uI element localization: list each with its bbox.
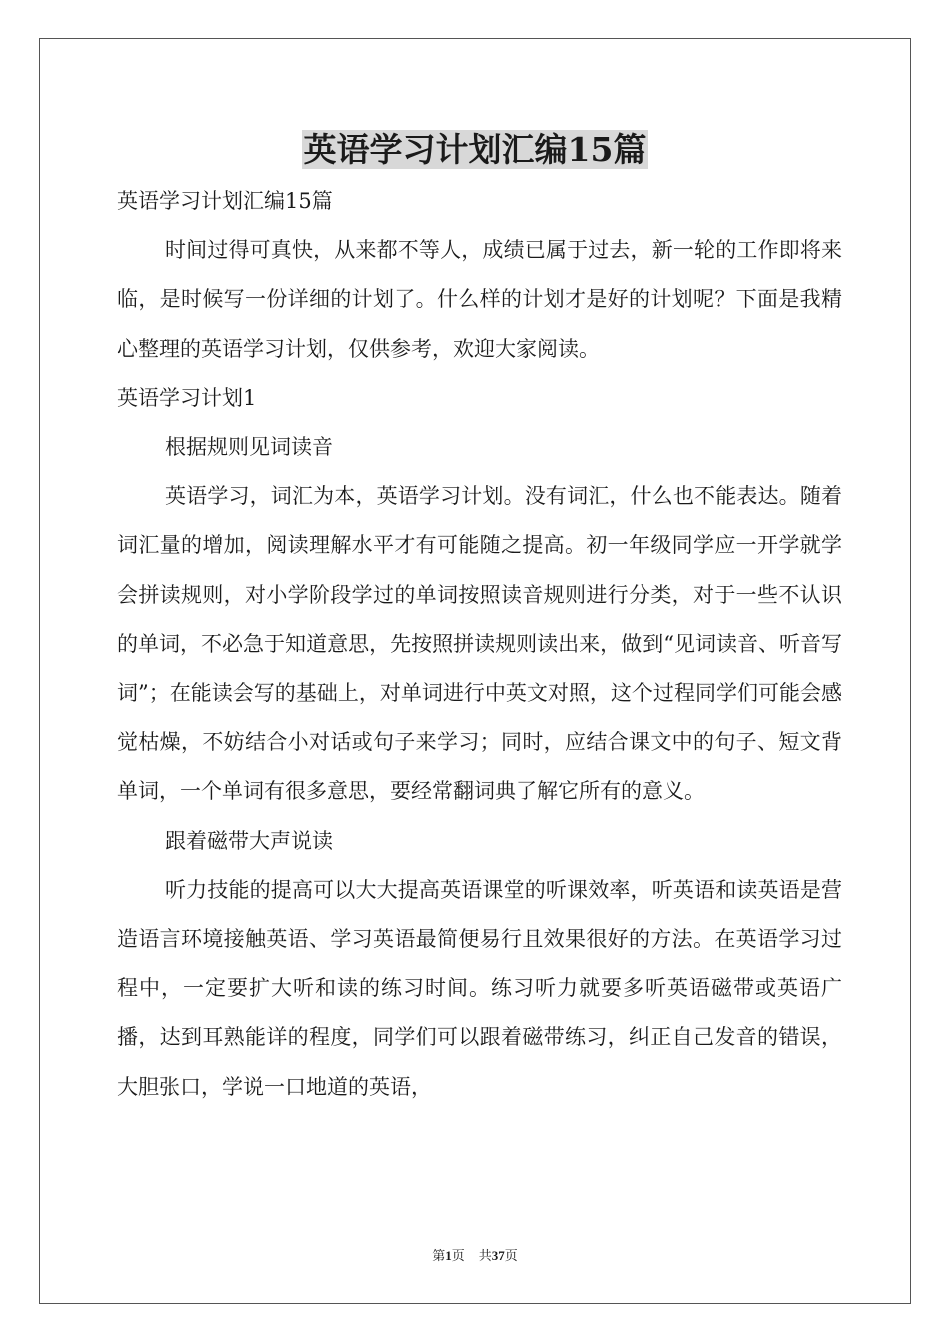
subheading-tape-reading: 跟着磁带大声说读	[165, 828, 333, 853]
paragraph-intro: 时间过得可真快，从来都不等人，成绩已属于过去，新一轮的工作即将来临，是时候写一份详细的计划了。什么样的计划才是好的计划呢？下面是我精心整理的英语学习计划，仅供参考，欢迎大家阅读。	[117, 238, 842, 361]
paragraph-listening: 听力技能的提高可以大大提高英语课堂的听课效率，听英语和读英语是营造语言环境接触英语、学习英语最简便易行且效果很好的方法。在英语学习过程中，一定要扩大听和读的练习时间。练习听力就要多听英语磁带或英语广播，达到耳熟能详的程度，同学们可以跟着磁带练习，纠正自己发音的错误，大胆张口，学说一口地道的英语，	[117, 877, 842, 1099]
page-suffix: 页	[451, 1248, 465, 1263]
total-suffix: 页	[504, 1248, 518, 1263]
page-prefix: 第	[432, 1248, 446, 1263]
document-title-text: 英语学习计划汇编15篇	[303, 130, 647, 169]
total-pages: 37	[491, 1248, 505, 1263]
page-number: 1	[445, 1248, 452, 1263]
paragraph-subtitle: 英语学习计划汇编15篇	[117, 189, 333, 213]
total-prefix: 共	[478, 1248, 492, 1263]
page-footer	[0, 1246, 950, 1266]
document-body	[117, 177, 842, 1112]
document-title	[0, 128, 950, 172]
paragraph-vocabulary: 英语学习，词汇为本，英语学习计划。没有词汇，什么也不能表达。随着词汇量的增加，阅读理解水平才有可能随之提高。初一年级同学应一开学就学会拼读规则，对小学阶段学过的单词按照读音规则进行分类，对于一些不认识的单词，不必急于知道意思，先按照拼读规则读出来，做到“见词读音、听音写词”；在能读会写的基础上，对单词进行中英文对照，这个过程同学们可能会感觉枯燥，不妨结合小对话或句子来学习；同时，应结合课文中的句子、短文背单词，一个单词有很多意思，要经常翻词典了解它所有的意义。	[117, 484, 842, 804]
subheading-pronunciation: 根据规则见词读音	[165, 435, 333, 460]
section-heading-plan-1: 英语学习计划1	[117, 385, 257, 410]
